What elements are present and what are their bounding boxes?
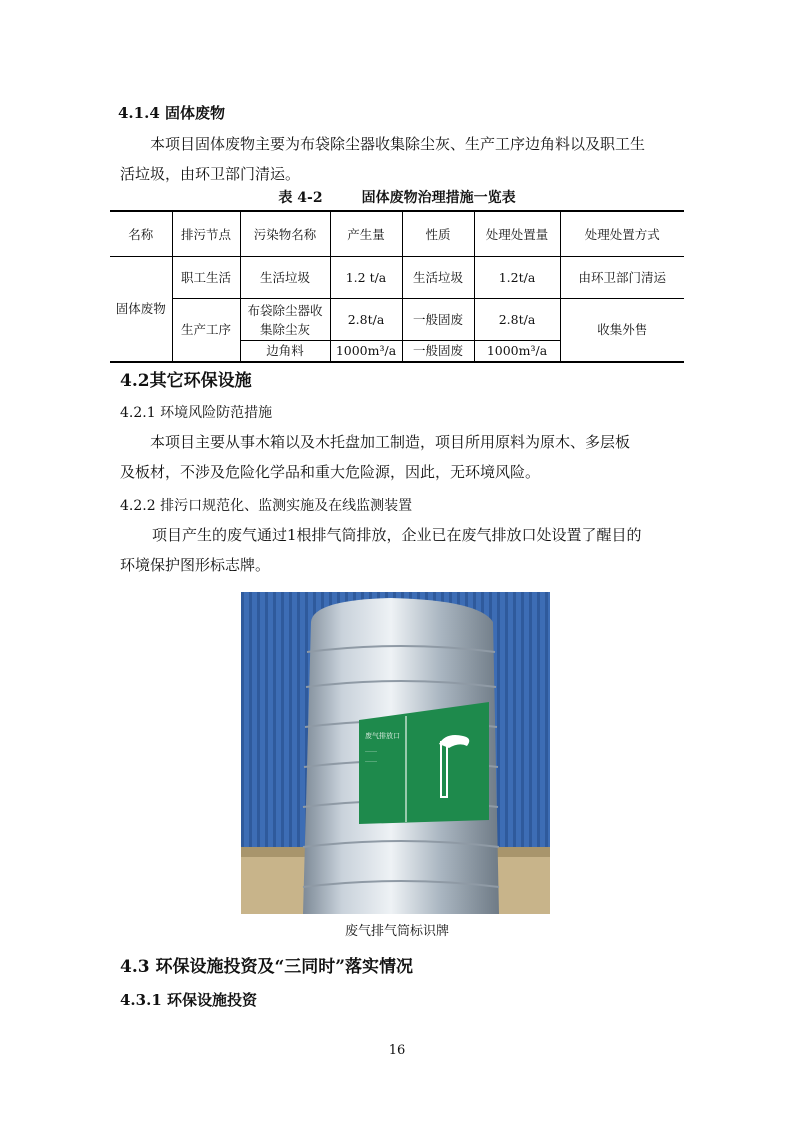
table-row (110, 299, 684, 341)
exhaust-stack-illustration (241, 592, 550, 914)
header-cell: 名称 (110, 211, 172, 257)
solid-waste-table (110, 210, 684, 363)
group-label-cell: 固体废物 (110, 257, 172, 362)
section-heading-4-3: 4.3 环保设施投资及“三同时”落实情况 (120, 957, 414, 977)
table-header-row (110, 211, 684, 257)
figure-caption: 废气排气筒标识牌 (344, 924, 449, 939)
amount-cell: 1000m³/a (330, 341, 402, 362)
page-number: 16 (388, 1043, 406, 1058)
table-caption: 表 4-2 固体废物治理措施一览表 (278, 190, 516, 206)
header-cell: 排污节点 (172, 211, 240, 257)
paragraph-line: 及板材，不涉及危险化学品和重大危险源，因此，无环境风险。 (120, 463, 541, 481)
nature-cell: 生活垃圾 (402, 257, 474, 299)
header-cell: 污染物名称 (240, 211, 330, 257)
header-cell: 处理处置量 (474, 211, 560, 257)
pollutant-cell: 布袋除尘器收集除尘灰 (240, 299, 330, 341)
section-heading-4-2-2: 4.2.2 排污口规范化、监测实施及在线监测装置 (120, 498, 413, 514)
pollutant-cell: 生活垃圾 (240, 257, 330, 299)
sign-title: 废气排放口 (365, 732, 400, 740)
amount-cell: 2.8t/a (330, 299, 402, 341)
method-cell: 由环卫部门清运 (560, 257, 684, 299)
sign-line: …… (365, 757, 377, 764)
nature-cell: 一般固废 (402, 341, 474, 362)
method-cell: 收集外售 (560, 299, 684, 362)
paragraph-line: 本项目主要从事木箱以及木托盘加工制造，项目所用原料为原木、多层板 (150, 433, 631, 451)
source-cell: 生产工序 (172, 299, 240, 362)
section-heading-4-3-1: 4.3.1 环保设施投资 (120, 991, 257, 1009)
paragraph-line: 环境保护图形标志牌。 (120, 556, 271, 574)
section-heading-4-2-1: 4.2.1 环境风险防范措施 (120, 405, 273, 421)
handled-cell: 1.2t/a (474, 257, 560, 299)
header-cell: 性质 (402, 211, 474, 257)
handled-cell: 2.8t/a (474, 299, 560, 341)
section-heading-4-2: 4.2其它环保设施 (120, 371, 252, 391)
paragraph-line: 项目产生的废气通过1根排气筒排放，企业已在废气排放口处设置了醒目的 (152, 526, 642, 544)
pollutant-cell: 边角料 (240, 341, 330, 362)
table-row (110, 257, 684, 299)
sign-line: …… (365, 747, 377, 754)
handled-cell: 1000m³/a (474, 341, 560, 362)
section-heading-4-1-4: 4.1.4 固体废物 (118, 104, 225, 122)
nature-cell: 一般固废 (402, 299, 474, 341)
header-cell: 产生量 (330, 211, 402, 257)
exhaust-stack-photo (241, 592, 550, 914)
amount-cell: 1.2 t/a (330, 257, 402, 299)
header-cell: 处理处置方式 (560, 211, 684, 257)
source-cell: 职工生活 (172, 257, 240, 299)
paragraph-line: 本项目固体废物主要为布袋除尘器收集除尘灰、生产工序边角料以及职工生 (150, 135, 646, 153)
paragraph-line: 活垃圾，由环卫部门清运。 (120, 165, 301, 183)
